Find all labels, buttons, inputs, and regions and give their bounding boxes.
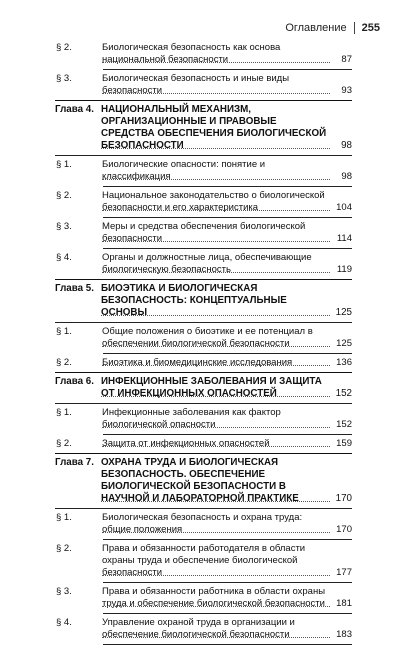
toc-entry-number: § 2.	[56, 438, 72, 449]
toc-entry-title: Защита от инфекционных опасностей	[102, 438, 270, 449]
leader-dots	[101, 315, 330, 316]
toc-entry-title: Биологическая безопасность как основа национальной безопасности	[102, 42, 281, 65]
leader-dots	[102, 346, 330, 347]
toc-entry-page-number: 170	[335, 493, 352, 504]
leader-dots	[102, 532, 330, 533]
toc-entry-text-block	[102, 543, 352, 579]
toc-entry-title: Права и обязанности работодателя в области охраны труда и обеспечение биологической безопасности	[102, 543, 306, 578]
toc-section-entry[interactable]	[55, 583, 352, 613]
toc-entry-title: ИНФЕКЦИОННЫЕ ЗАБОЛЕВАНИЯ И ЗАЩИТА ОТ ИНФЕКЦИОННЫХ ОПАСНОСТЕЙ	[101, 376, 322, 399]
toc-entry-text-block	[101, 457, 352, 505]
toc-entry-text-block	[102, 190, 352, 214]
toc-section-entry[interactable]	[55, 509, 352, 539]
toc-chapter-entry[interactable]	[55, 101, 352, 155]
toc-section-entry[interactable]	[55, 354, 352, 372]
toc-entry-text-block	[101, 104, 352, 152]
table-of-contents	[55, 38, 352, 645]
toc-entry-number: § 2.	[56, 357, 72, 368]
toc-section-entry[interactable]	[55, 323, 352, 353]
toc-entry-number: § 3.	[56, 73, 72, 84]
toc-entry-page-number: 114	[336, 233, 352, 244]
toc-entry-title: Меры и средства обеспечения биологической безопасности	[102, 221, 306, 244]
toc-entry-page-number: 87	[341, 54, 352, 65]
toc-chapter-entry[interactable]	[55, 373, 352, 403]
toc-entry-text-block	[102, 407, 352, 431]
toc-section-entry[interactable]	[55, 614, 352, 644]
toc-entry-title: Биологические опасности: понятие и классификация	[102, 159, 266, 182]
header-page-number: 255	[361, 22, 380, 34]
toc-entry-page-number: 170	[336, 524, 352, 535]
toc-entry-title: Биоэтика и биомедицинские исследования	[102, 357, 293, 368]
leader-dots	[102, 606, 330, 607]
toc-entry-title: ОХРАНА ТРУДА И БИОЛОГИЧЕСКАЯ БЕЗОПАСНОСТЬ. ОБЕСПЕЧЕНИЕ БИОЛОГИЧЕСКОЙ БЕЗОПАСНОСТИ В НАУЧНОЙ И ЛАБОРАТОРНОЙ ПРАКТИКЕ	[101, 457, 299, 504]
toc-section-entry[interactable]	[55, 540, 352, 582]
leader-dots	[102, 62, 330, 63]
toc-section-entry[interactable]	[55, 187, 352, 217]
toc-entry-text-block	[101, 376, 352, 400]
toc-entry-text-block	[102, 221, 352, 245]
toc-entry-number: § 3.	[56, 586, 72, 597]
leader-dots	[101, 148, 330, 149]
toc-entry-text-block	[102, 438, 352, 450]
toc-entry-page-number: 104	[336, 202, 352, 213]
toc-entry-number: § 2.	[56, 42, 72, 53]
leader-dots	[102, 427, 330, 428]
toc-chapter-entry[interactable]	[55, 454, 352, 508]
toc-entry-page-number: 98	[341, 171, 352, 182]
toc-section-entry[interactable]	[55, 404, 352, 434]
toc-entry-number: Глава 7.	[55, 457, 94, 468]
toc-entry-page-number: 152	[336, 419, 352, 430]
toc-entry-text-block	[102, 617, 352, 641]
toc-entry-number: § 1.	[56, 326, 72, 337]
toc-entry-page-number: 136	[336, 357, 352, 368]
toc-entry-number: § 2.	[56, 543, 72, 554]
header-title: Оглавление	[285, 22, 347, 34]
toc-entry-title: НАЦИОНАЛЬНЫЙ МЕХАНИЗМ, ОРГАНИЗАЦИОННЫЕ И ПРАВОВЫЕ СРЕДСТВА ОБЕСПЕЧЕНИЯ БИОЛОГИЧЕСКОЙ БЕЗОПАСНОСТИ	[101, 104, 327, 151]
toc-entry-page-number: 125	[335, 307, 352, 318]
toc-entry-number: § 1.	[56, 159, 72, 170]
leader-dots	[101, 501, 330, 502]
toc-entry-number: Глава 4.	[55, 104, 94, 115]
toc-entry-page-number: 183	[336, 629, 352, 640]
toc-entry-page-number: 125	[336, 338, 352, 349]
toc-entry-text-block	[102, 357, 352, 369]
toc-entry-number: Глава 5.	[55, 283, 94, 294]
toc-section-entry[interactable]	[55, 156, 352, 186]
toc-entry-title: Национальное законодательство о биологической безопасности и его характеристика	[102, 190, 325, 213]
toc-entry-page-number: 159	[336, 438, 352, 449]
toc-section-entry[interactable]	[55, 435, 352, 453]
toc-entry-text-block	[102, 586, 352, 610]
leader-dots	[102, 446, 330, 447]
toc-entry-title: Биологическая безопасность и иные виды безопасности	[102, 73, 290, 96]
toc-entry-text-block	[102, 42, 352, 66]
toc-entry-number: Глава 6.	[55, 376, 94, 387]
toc-entry-title: Инфекционные заболевания как фактор биологической опасности	[102, 407, 281, 430]
leader-dots	[101, 396, 330, 397]
toc-entry-number: § 2.	[56, 190, 72, 201]
toc-section-entry[interactable]	[55, 249, 352, 279]
toc-section-entry[interactable]	[55, 70, 352, 100]
toc-entry-title: Права и обязанности работника в области охраны труда и обеспечение биологической безопасности	[102, 586, 326, 609]
toc-entry-number: § 1.	[56, 512, 72, 523]
toc-entry-text-block	[102, 252, 352, 276]
toc-entry-text-block	[102, 73, 352, 97]
toc-entry-text-block	[102, 159, 352, 183]
toc-section-entry[interactable]	[55, 38, 352, 69]
toc-entry-text-block	[102, 512, 352, 536]
toc-chapter-entry[interactable]	[55, 280, 352, 322]
running-header	[285, 22, 380, 34]
toc-entry-text-block	[101, 283, 352, 319]
leader-dots	[102, 575, 330, 576]
toc-entry-number: § 4.	[56, 252, 72, 263]
toc-entry-title: Органы и должностные лица, обеспечивающие биологическую безопасность	[102, 252, 312, 275]
toc-entry-page-number: 177	[336, 567, 352, 578]
toc-entry-title: Биологическая безопасность и охрана труда: общие положения	[102, 512, 303, 535]
leader-dots	[102, 241, 330, 242]
toc-entry-number: § 3.	[56, 221, 72, 232]
toc-entry-title: Общие положения о биоэтике и ее потенциал в обеспечении биологической безопасности	[102, 326, 313, 349]
toc-entry-page-number: 98	[341, 140, 352, 151]
toc-section-entry[interactable]	[55, 218, 352, 248]
toc-entry-title: Управление охраной труда в организации и обеспечение биологической безопасности	[102, 617, 295, 640]
toc-entry-page-number: 152	[335, 388, 352, 399]
toc-entry-page-number: 119	[336, 264, 352, 275]
toc-entry-page-number: 93	[341, 85, 352, 96]
toc-entry-page-number: 181	[336, 598, 352, 609]
toc-entry-title: БИОЭТИКА И БИОЛОГИЧЕСКАЯ БЕЗОПАСНОСТЬ: КОНЦЕПТУАЛЬНЫЕ ОСНОВЫ	[101, 283, 287, 318]
toc-entry-text-block	[102, 326, 352, 350]
toc-entry-number: § 1.	[56, 407, 72, 418]
leader-dots	[102, 210, 330, 211]
leader-dots	[102, 179, 330, 180]
header-divider	[354, 22, 355, 34]
toc-entry-number: § 4.	[56, 617, 72, 628]
leader-dots	[102, 93, 330, 94]
leader-dots	[102, 637, 330, 638]
leader-dots	[102, 272, 330, 273]
leader-dots	[102, 365, 330, 366]
